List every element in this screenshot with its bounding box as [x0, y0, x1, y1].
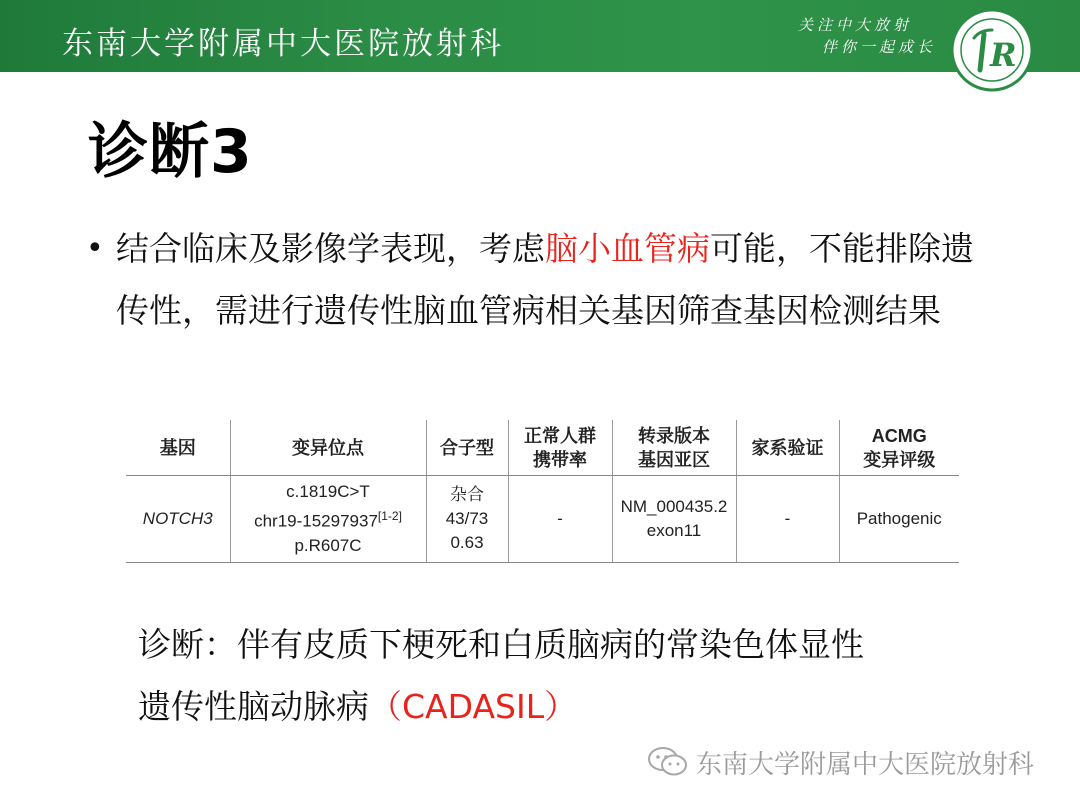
slogan-line-2: 伴你一起成长 — [822, 38, 937, 56]
header-slogan — [798, 14, 938, 58]
bullet-text-before: 结合临床及影像学表现，考虑 — [116, 229, 545, 268]
slogan-line-1: 关注中大放射 — [798, 16, 913, 34]
diagnosis-abbreviation: （CADASIL） — [369, 687, 578, 726]
diagnosis-line-2: 遗传性脑动脉病（CADASIL） — [138, 687, 578, 726]
watermark — [646, 742, 1034, 782]
bullet-highlight: 脑小血管病 — [545, 229, 710, 268]
diagnosis-statement — [138, 614, 998, 738]
bullet-text-after: 可能，不能排除遗传性，需进行遗传性脑血管病相关基因筛查基因检测结果 — [116, 229, 974, 330]
wechat-icon — [646, 745, 690, 779]
header-bar — [0, 0, 1080, 72]
logo-letter: R — [990, 36, 1017, 74]
header-acmg: ACMG 变异评级 — [839, 420, 959, 476]
bullet-paragraph — [86, 218, 996, 342]
diagnosis-line-1: 诊断：伴有皮质下梗死和白质脑病的常染色体显性 — [138, 625, 864, 664]
hospital-logo-icon — [950, 8, 1034, 92]
cell-variant: c.1819C>T chr19-15297937[1-2] p.R607C — [230, 476, 426, 563]
gene-result-table — [126, 420, 959, 563]
header-family-verification: 家系验证 — [736, 420, 839, 476]
variant-reference: [1-2] — [377, 509, 402, 524]
table-header-row — [126, 420, 959, 476]
cell-family-verification: - — [736, 476, 839, 563]
header-transcript: 转录版本 基因亚区 — [612, 420, 736, 476]
slide-title: 诊断3 — [88, 117, 253, 187]
header-variant: 变异位点 — [230, 420, 426, 476]
cell-transcript: NM_000435.2 exon11 — [612, 476, 736, 563]
cell-gene: NOTCH3 — [126, 476, 230, 563]
bullet-text — [116, 218, 996, 342]
cell-zygosity: 杂合 43/73 0.63 — [426, 476, 508, 563]
header-zygosity: 合子型 — [426, 420, 508, 476]
table-row — [126, 476, 959, 563]
header-carrier-rate: 正常人群 携带率 — [508, 420, 612, 476]
watermark-text: 东南大学附属中大医院放射科 — [696, 749, 1035, 780]
cell-acmg: Pathogenic — [839, 476, 959, 563]
cell-carrier-rate: - — [508, 476, 612, 563]
header-gene: 基因 — [126, 420, 230, 476]
bullet-dot-icon: • — [86, 231, 104, 266]
header-title: 东南大学附属中大医院放射科 — [62, 26, 504, 62]
